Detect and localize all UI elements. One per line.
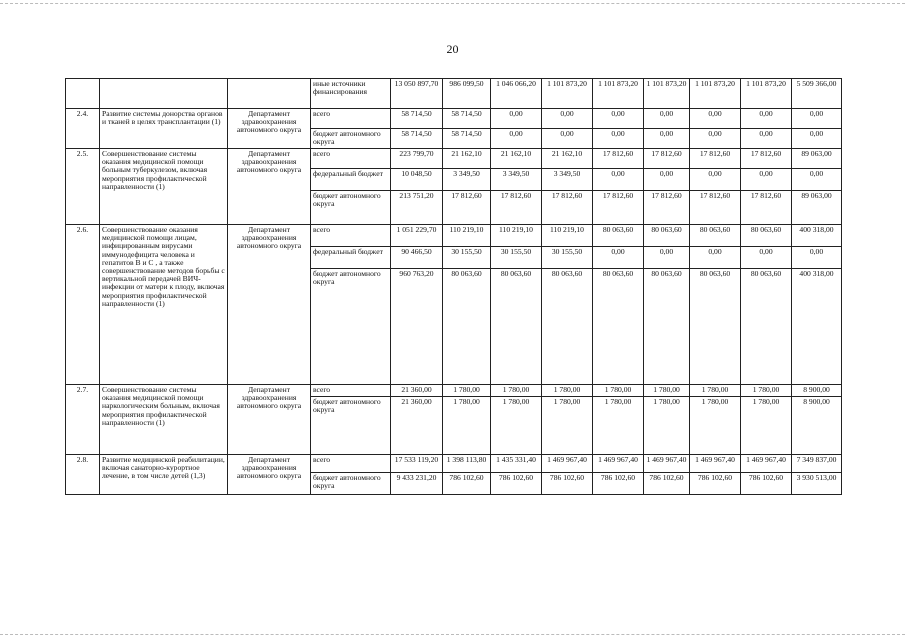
amount-cell: 5 509 366,00 bbox=[792, 79, 842, 109]
amount-cell: 0,00 bbox=[644, 109, 690, 129]
amount-cell: 986 099,50 bbox=[443, 79, 491, 109]
amount-cell: 1 398 113,80 bbox=[443, 455, 491, 473]
amount-cell: 3 930 513,00 bbox=[792, 473, 842, 495]
amount-cell: 89 063,00 bbox=[792, 149, 842, 169]
amount-cell: 80 063,60 bbox=[690, 269, 741, 385]
amount-cell: 0,00 bbox=[491, 109, 542, 129]
amount-cell: 1 051 229,70 bbox=[391, 225, 443, 247]
row-number: 2.4. bbox=[66, 109, 100, 149]
amount-cell: 9 433 231,20 bbox=[391, 473, 443, 495]
amount-cell: 17 812,60 bbox=[593, 149, 644, 169]
amount-cell: 786 102,60 bbox=[644, 473, 690, 495]
amount-cell: 21 360,00 bbox=[391, 397, 443, 455]
table-row bbox=[66, 225, 842, 247]
amount-cell: 17 812,60 bbox=[542, 191, 593, 225]
amount-cell: 80 063,60 bbox=[741, 225, 792, 247]
responsible-executor bbox=[228, 79, 311, 109]
row-number bbox=[66, 79, 100, 109]
funding-source: бюджет автономного округа bbox=[311, 473, 391, 495]
amount-cell: 0,00 bbox=[644, 129, 690, 149]
amount-cell: 1 101 873,20 bbox=[593, 79, 644, 109]
amount-cell: 0,00 bbox=[690, 129, 741, 149]
amount-cell: 0,00 bbox=[792, 109, 842, 129]
amount-cell: 21 360,00 bbox=[391, 385, 443, 397]
amount-cell: 400 318,00 bbox=[792, 225, 842, 247]
amount-cell: 80 063,60 bbox=[741, 269, 792, 385]
amount-cell: 1 469 967,40 bbox=[542, 455, 593, 473]
measure-name: Развитие системы донорства органов и тканей в целях трансплантации (1) bbox=[100, 109, 228, 149]
amount-cell: 786 102,60 bbox=[690, 473, 741, 495]
row-number: 2.5. bbox=[66, 149, 100, 225]
amount-cell: 17 812,60 bbox=[741, 149, 792, 169]
amount-cell: 0,00 bbox=[690, 169, 741, 191]
amount-cell: 30 155,50 bbox=[542, 247, 593, 269]
amount-cell: 58 714,50 bbox=[443, 109, 491, 129]
amount-cell: 0,00 bbox=[741, 109, 792, 129]
amount-cell: 80 063,60 bbox=[542, 269, 593, 385]
amount-cell: 58 714,50 bbox=[391, 129, 443, 149]
amount-cell: 213 751,20 bbox=[391, 191, 443, 225]
amount-cell: 1 780,00 bbox=[690, 397, 741, 455]
funding-source: федеральный бюджет bbox=[311, 169, 391, 191]
amount-cell: 1 469 967,40 bbox=[593, 455, 644, 473]
amount-cell: 110 219,10 bbox=[491, 225, 542, 247]
responsible-executor: Департамент здравоохранения автономного округа bbox=[228, 149, 311, 225]
amount-cell: 80 063,60 bbox=[644, 269, 690, 385]
table-row bbox=[66, 455, 842, 473]
amount-cell: 1 469 967,40 bbox=[644, 455, 690, 473]
amount-cell: 0,00 bbox=[644, 169, 690, 191]
amount-cell: 10 048,50 bbox=[391, 169, 443, 191]
amount-cell: 0,00 bbox=[593, 109, 644, 129]
amount-cell: 80 063,60 bbox=[690, 225, 741, 247]
amount-cell: 0,00 bbox=[644, 247, 690, 269]
table-row bbox=[66, 109, 842, 129]
amount-cell: 1 101 873,20 bbox=[690, 79, 741, 109]
funding-source: всего bbox=[311, 149, 391, 169]
row-number: 2.7. bbox=[66, 385, 100, 455]
amount-cell: 1 435 331,40 bbox=[491, 455, 542, 473]
amount-cell: 1 780,00 bbox=[443, 385, 491, 397]
amount-cell: 1 469 967,40 bbox=[690, 455, 741, 473]
amount-cell: 58 714,50 bbox=[443, 129, 491, 149]
amount-cell: 80 063,60 bbox=[443, 269, 491, 385]
amount-cell: 17 812,60 bbox=[443, 191, 491, 225]
amount-cell: 1 469 967,40 bbox=[741, 455, 792, 473]
funding-source: федеральный бюджет bbox=[311, 247, 391, 269]
table-row bbox=[66, 149, 842, 169]
amount-cell: 0,00 bbox=[593, 247, 644, 269]
amount-cell: 0,00 bbox=[593, 169, 644, 191]
amount-cell: 0,00 bbox=[690, 109, 741, 129]
amount-cell: 8 900,00 bbox=[792, 385, 842, 397]
amount-cell: 0,00 bbox=[542, 129, 593, 149]
amount-cell: 80 063,60 bbox=[491, 269, 542, 385]
amount-cell: 21 162,10 bbox=[491, 149, 542, 169]
amount-cell: 17 533 119,20 bbox=[391, 455, 443, 473]
amount-cell: 1 101 873,20 bbox=[542, 79, 593, 109]
amount-cell: 17 812,60 bbox=[690, 191, 741, 225]
amount-cell: 30 155,50 bbox=[491, 247, 542, 269]
amount-cell: 786 102,60 bbox=[491, 473, 542, 495]
page-number: 20 bbox=[446, 42, 459, 56]
amount-cell: 3 349,50 bbox=[542, 169, 593, 191]
amount-cell: 80 063,60 bbox=[593, 225, 644, 247]
measure-name: Совершенствование системы оказания медицинской помощи наркологическим больным, включая мероприятия профилактической направленности (1) bbox=[100, 385, 228, 455]
measure-name bbox=[100, 79, 228, 109]
amount-cell: 80 063,60 bbox=[644, 225, 690, 247]
amount-cell: 1 780,00 bbox=[491, 385, 542, 397]
amount-cell: 786 102,60 bbox=[741, 473, 792, 495]
measure-name: Совершенствование системы оказания медицинской помощи больным туберкулезом, включая мероприятия профилактической направленности (1) bbox=[100, 149, 228, 225]
funding-source: бюджет автономного округа bbox=[311, 269, 391, 385]
amount-cell: 21 162,10 bbox=[542, 149, 593, 169]
amount-cell: 786 102,60 bbox=[443, 473, 491, 495]
amount-cell: 0,00 bbox=[741, 129, 792, 149]
funding-source: всего bbox=[311, 385, 391, 397]
amount-cell: 7 349 837,00 bbox=[792, 455, 842, 473]
funding-source: бюджет автономного округа bbox=[311, 129, 391, 149]
amount-cell: 0,00 bbox=[741, 169, 792, 191]
amount-cell: 0,00 bbox=[491, 129, 542, 149]
funding-source: бюджет автономного округа bbox=[311, 191, 391, 225]
amount-cell: 0,00 bbox=[792, 169, 842, 191]
amount-cell: 0,00 bbox=[593, 129, 644, 149]
amount-cell: 30 155,50 bbox=[443, 247, 491, 269]
funding-source: иные источники финансирования bbox=[311, 79, 391, 109]
responsible-executor: Департамент здравоохранения автономного округа bbox=[228, 225, 311, 385]
amount-cell: 17 812,60 bbox=[491, 191, 542, 225]
funding-source: всего bbox=[311, 225, 391, 247]
amount-cell: 1 780,00 bbox=[690, 385, 741, 397]
measure-name: Развитие медицинской реабилитации, включая санаторно-курортное лечение, в том числе детей (1,3) bbox=[100, 455, 228, 495]
scan-edge-bottom bbox=[0, 634, 905, 635]
amount-cell: 0,00 bbox=[792, 129, 842, 149]
amount-cell: 3 349,50 bbox=[443, 169, 491, 191]
amount-cell: 89 063,00 bbox=[792, 191, 842, 225]
amount-cell: 1 780,00 bbox=[443, 397, 491, 455]
amount-cell: 17 812,60 bbox=[741, 191, 792, 225]
amount-cell: 17 812,60 bbox=[593, 191, 644, 225]
amount-cell: 1 101 873,20 bbox=[644, 79, 690, 109]
amount-cell: 1 780,00 bbox=[644, 385, 690, 397]
financing-table bbox=[65, 78, 842, 495]
amount-cell: 0,00 bbox=[741, 247, 792, 269]
amount-cell: 1 780,00 bbox=[542, 385, 593, 397]
funding-source: всего bbox=[311, 455, 391, 473]
amount-cell: 17 812,60 bbox=[644, 191, 690, 225]
amount-cell: 17 812,60 bbox=[690, 149, 741, 169]
responsible-executor: Департамент здравоохранения автономного округа bbox=[228, 109, 311, 149]
amount-cell: 110 219,10 bbox=[542, 225, 593, 247]
table-row bbox=[66, 385, 842, 397]
amount-cell: 0,00 bbox=[542, 109, 593, 129]
amount-cell: 1 101 873,20 bbox=[741, 79, 792, 109]
responsible-executor: Департамент здравоохранения автономного округа bbox=[228, 455, 311, 495]
row-number: 2.6. bbox=[66, 225, 100, 385]
funding-source: всего bbox=[311, 109, 391, 129]
amount-cell: 0,00 bbox=[690, 247, 741, 269]
table-row bbox=[66, 79, 842, 109]
amount-cell: 1 780,00 bbox=[593, 397, 644, 455]
amount-cell: 400 318,00 bbox=[792, 269, 842, 385]
amount-cell: 110 219,10 bbox=[443, 225, 491, 247]
amount-cell: 17 812,60 bbox=[644, 149, 690, 169]
measure-name: Совершенствование оказания медицинской помощи лицам, инфицированным вирусами иммунодефицита человека и гепатитов В и С , а также совершенствование методов борьбы с вертикальной передачей ВИЧ-инфекции от матери к плоду, включая мероприятия профилактической направленности (1) bbox=[100, 225, 228, 385]
row-number: 2.8. bbox=[66, 455, 100, 495]
amount-cell: 786 102,60 bbox=[542, 473, 593, 495]
amount-cell: 1 780,00 bbox=[644, 397, 690, 455]
amount-cell: 786 102,60 bbox=[593, 473, 644, 495]
amount-cell: 1 780,00 bbox=[593, 385, 644, 397]
amount-cell: 3 349,50 bbox=[491, 169, 542, 191]
amount-cell: 1 046 066,20 bbox=[491, 79, 542, 109]
funding-source: бюджет автономного округа bbox=[311, 397, 391, 455]
amount-cell: 1 780,00 bbox=[491, 397, 542, 455]
amount-cell: 1 780,00 bbox=[542, 397, 593, 455]
amount-cell: 960 763,20 bbox=[391, 269, 443, 385]
amount-cell: 0,00 bbox=[792, 247, 842, 269]
amount-cell: 223 799,70 bbox=[391, 149, 443, 169]
responsible-executor: Департамент здравоохранения автономного округа bbox=[228, 385, 311, 455]
amount-cell: 1 780,00 bbox=[741, 397, 792, 455]
amount-cell: 58 714,50 bbox=[391, 109, 443, 129]
amount-cell: 13 050 897,70 bbox=[391, 79, 443, 109]
amount-cell: 1 780,00 bbox=[741, 385, 792, 397]
amount-cell: 8 900,00 bbox=[792, 397, 842, 455]
amount-cell: 21 162,10 bbox=[443, 149, 491, 169]
scan-edge-top bbox=[0, 3, 905, 4]
amount-cell: 80 063,60 bbox=[593, 269, 644, 385]
amount-cell: 90 466,50 bbox=[391, 247, 443, 269]
